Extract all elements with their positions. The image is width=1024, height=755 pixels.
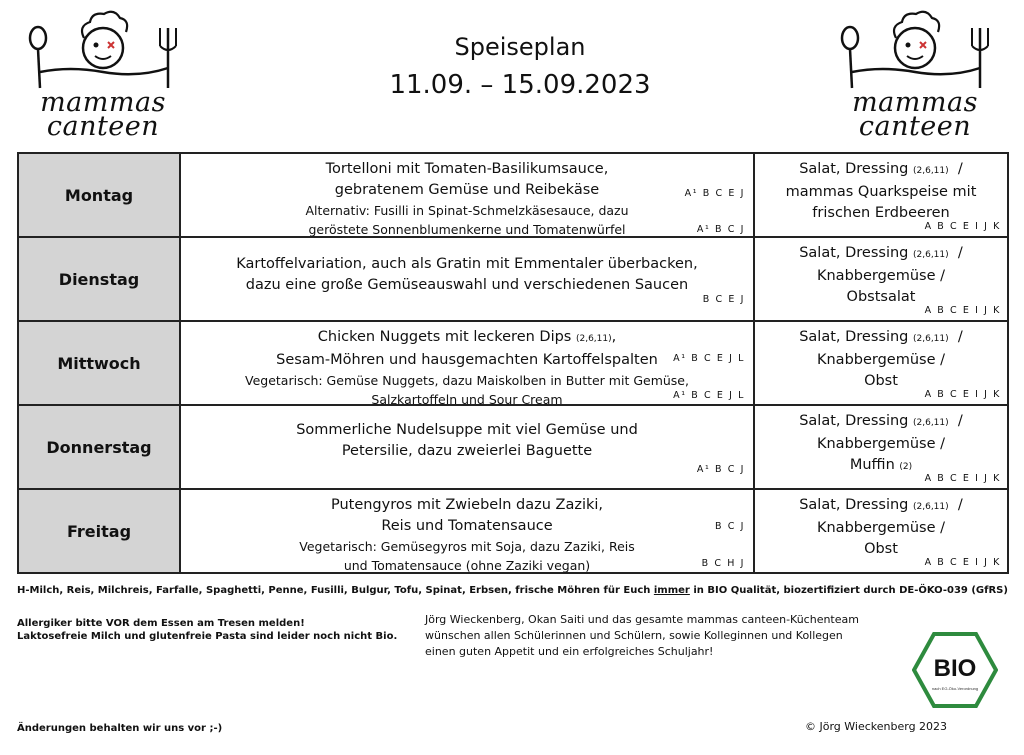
side-line: Salat, Dressing <box>799 497 909 513</box>
copyright: © Jörg Wieckenberg 2023 <box>805 720 948 733</box>
side-line: Muffin <box>849 457 895 473</box>
alternative-line: und Tomatensauce (ohne Zaziki vegan) <box>343 558 591 573</box>
additive-note: (2,6,11) <box>575 334 612 344</box>
side-dish-cell <box>754 321 1008 405</box>
alternative-line: geröstete Sonnenblumenkerne und Tomatenwürfel <box>308 222 626 237</box>
table-row <box>18 321 1008 405</box>
additive-note: (2,6,11) <box>913 502 949 512</box>
side-dish-cell <box>754 405 1008 489</box>
mammas-canteen-logo-right <box>830 10 1000 145</box>
allergen-codes: B C J <box>715 521 745 532</box>
side-line: Knabbergemüse / <box>816 352 946 368</box>
side-line: Knabbergemüse / <box>816 268 946 284</box>
side-line: Salat, Dressing <box>799 413 909 429</box>
separator: / <box>957 245 963 261</box>
additive-note: (2,6,11) <box>913 166 949 176</box>
additive-note: (2,6,11) <box>913 334 949 344</box>
alternative-line: Salzkartoffeln und Sour Cream <box>371 392 563 407</box>
main-dish-cell <box>180 237 754 321</box>
side-line: Obstsalat <box>846 289 916 305</box>
allergen-codes: A B C E I J K <box>924 557 1001 568</box>
greeting-line: einen guten Appetit und ein erfolgreiches Schuljahr! <box>425 645 714 658</box>
allergen-codes: A B C E I J K <box>924 305 1001 316</box>
side-line: Salat, Dressing <box>799 329 909 345</box>
allergen-codes: A B C E I J K <box>924 221 1001 232</box>
smiley-fork-spoon-icon <box>18 10 188 92</box>
table-row <box>18 489 1008 573</box>
separator: / <box>957 413 963 429</box>
allergy-line: Allergiker bitte VOR dem Essen am Tresen melden! <box>17 618 305 629</box>
separator: / <box>957 161 963 177</box>
table-row <box>18 237 1008 321</box>
bio-ingredients-note: H-Milch, Reis, Milchreis, Farfalle, Spaghetti, Penne, Fusilli, Bulgur, Tofu, Spinat, Erbsen, frische Möhren für Euch immer in BIO Qualität, biozertifiziert durch DE-ÖKO-039 (GfRS) <box>17 585 1008 596</box>
side-line: Knabbergemüse / <box>816 436 946 452</box>
smiley-fork-spoon-icon <box>830 10 1000 92</box>
mammas-canteen-logo-left <box>18 10 188 145</box>
side-line: Knabbergemüse / <box>816 520 946 536</box>
side-dish-cell <box>754 237 1008 321</box>
additive-note: (2) <box>899 462 913 472</box>
additive-note: (2,6,11) <box>913 418 949 428</box>
main-dish-line: Reis und Tomatensauce <box>381 518 553 534</box>
table-row <box>18 405 1008 489</box>
alternative-line: Alternativ: Fusilli in Spinat-Schmelzkäsesauce, dazu <box>305 203 629 218</box>
main-dish-cell <box>180 489 754 573</box>
bio-seal-text: BIO <box>933 655 977 682</box>
main-dish-line: dazu eine große Gemüseauswahl und verschiedenen Saucen <box>245 277 689 293</box>
menu-table <box>17 152 1009 574</box>
changes-note: Änderungen behalten wir uns vor ;-) <box>17 723 223 734</box>
team-greeting <box>425 612 859 660</box>
logo-text-canteen: canteen <box>858 111 972 142</box>
main-dish-line: Sommerliche Nudelsuppe mit viel Gemüse und <box>296 422 638 438</box>
main-dish-line: gebratenem Gemüse und Reibekäse <box>334 182 600 198</box>
table-row <box>18 153 1008 237</box>
main-dish-line: Kartoffelvariation, auch als Gratin mit Emmentaler überbacken, <box>236 256 698 272</box>
separator: / <box>957 329 963 345</box>
allergen-codes: A¹ B C E J L <box>673 353 745 364</box>
allergy-line: Laktosefreie Milch und glutenfreie Pasta sind leider noch nicht Bio. <box>17 631 398 642</box>
day-label: Freitag <box>18 489 180 573</box>
allergen-codes: A B C E I J K <box>924 473 1001 484</box>
side-line: Obst <box>864 373 898 389</box>
main-dish-cell <box>180 153 754 237</box>
bio-seal-icon <box>912 632 998 708</box>
side-line: frischen Erdbeeren <box>812 205 950 221</box>
logo-text-canteen: canteen <box>46 111 160 142</box>
separator: / <box>957 497 963 513</box>
main-dish-line: Petersilie, dazu zweierlei Baguette <box>341 443 593 459</box>
logo-text-mammas: mammas <box>852 87 978 118</box>
day-label: Mittwoch <box>18 321 180 405</box>
logo-text-mammas: mammas <box>40 87 166 118</box>
side-line: Obst <box>864 541 898 557</box>
side-line: Salat, Dressing <box>799 245 909 261</box>
allergy-notice <box>17 617 397 643</box>
bio-seal-subtext: nach EG-Öko-Verordnung <box>931 686 979 691</box>
alternative-line: Vegetarisch: Gemüse Nuggets, dazu Maiskolben in Butter mit Gemüse, <box>245 373 689 388</box>
allergen-codes: A B C E I J K <box>924 389 1001 400</box>
allergen-codes: B C E J <box>702 294 745 305</box>
allergen-codes: A¹ B C J <box>696 224 745 235</box>
side-line: mammas Quarkspeise mit <box>785 184 977 200</box>
main-dish-cell <box>180 405 754 489</box>
day-label: Dienstag <box>18 237 180 321</box>
greeting-line: Jörg Wieckenberg, Okan Saiti und das gesamte mammas canteen-Küchenteam <box>425 613 859 626</box>
allergen-codes: A¹ B C J <box>696 464 745 475</box>
date-range: 11.09. – 15.09.2023 <box>389 70 651 100</box>
side-line: Salat, Dressing <box>799 161 909 177</box>
day-label: Donnerstag <box>18 405 180 489</box>
day-label: Montag <box>18 153 180 237</box>
main-dish-line: Tortelloni mit Tomaten-Basilikumsauce, <box>325 161 609 177</box>
main-dish-line: Putengyros mit Zwiebeln dazu Zaziki, <box>330 497 604 513</box>
alternative-line: Vegetarisch: Gemüsegyros mit Soja, dazu Zaziki, Reis <box>299 539 635 554</box>
main-dish-cell: Chicken Nuggets mit leckeren Dips (2,6,11), Sesam-Möhren und hausgemachten Kartoffelspalten Vegetarisch: Gemüse Nuggets, dazu Maiskolben in Butter mit Gemüse, Salzkartoffeln und Sour Cream A¹ B C E J L A¹ B C E J L <box>180 321 754 405</box>
main-dish-line: Chicken Nuggets mit leckeren Dips <box>317 329 572 345</box>
page-title: Speiseplan <box>454 33 586 61</box>
allergen-codes: B C H J <box>701 558 745 569</box>
side-dish-cell <box>754 153 1008 237</box>
main-dish-line: Sesam-Möhren und hausgemachten Kartoffelspalten <box>276 352 658 368</box>
allergen-codes: A¹ B C E J <box>684 188 745 199</box>
greeting-line: wünschen allen Schülerinnen und Schülern, sowie Kolleginnen und Kollegen <box>425 629 843 642</box>
allergen-codes: A¹ B C E J L <box>673 390 745 401</box>
side-dish-cell <box>754 489 1008 573</box>
additive-note: (2,6,11) <box>913 250 949 260</box>
